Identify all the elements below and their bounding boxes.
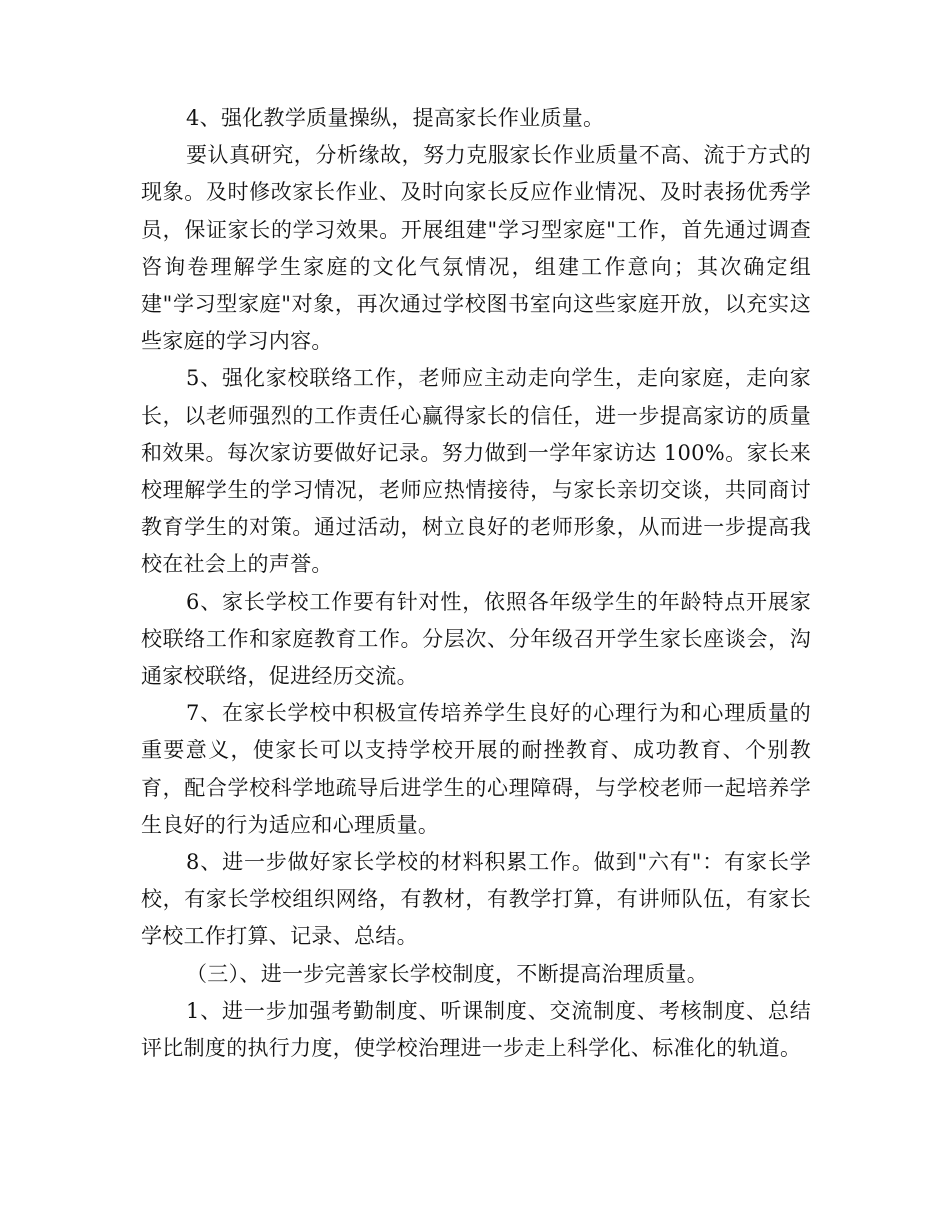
- paragraph-item-7: 7、在家长学校中积极宣传培养学生良好的心理行为和心理质量的重要意义，使家长可以支持学校开展的耐挫教育、成功教育、个别教育，配合学校科学地疏导后进学生的心理障碍，与学校老师一起培养学生良好的行为适应和心理质量。: [141, 701, 811, 837]
- document-body: [141, 100, 811, 1067]
- paragraph-item-6: 6、家长学校工作要有针对性，依照各年级学生的年龄特点开展家校联络工作和家庭教育工作。分层次、分年级召开学生家长座谈会，沟通家校联络，促进经历交流。: [141, 589, 811, 689]
- paragraph-item-1: 1、进一步加强考勤制度、听课制度、交流制度、考核制度、总结评比制度的执行力度，使学校治理进一步走上科学化、标准化的轨道。: [141, 998, 811, 1061]
- paragraph-item-5: 5、强化家校联络工作，老师应主动走向学生，走向家庭，走向家长，以老师强烈的工作责任心赢得家长的信任，进一步提高家访的质量和效果。每次家访要做好记录。努力做到一学年家访达 100%。家长来校理解学生的学习情况，老师应热情接待，与家长亲切交谈，共同商讨教育学生的对策。通过活动，树立良好的老师形象，从而进一步提高我校在社会上的声誉。: [141, 366, 811, 577]
- paragraph-item-8: 8、进一步做好家长学校的材料积累工作。做到"六有"：有家长学校，有家长学校组织网络，有教材，有教学打算，有讲师队伍，有家长学校工作打算、记录、总结。: [141, 850, 811, 949]
- section-heading-3: （三）、进一步完善家长学校制度，不断提高治理质量。: [186, 961, 708, 986]
- paragraph-study-homework: 要认真研究，分析缘故，努力克服家长作业质量不高、流于方式的现象。及时修改家长作业、及时向家长反应作业情况、及时表扬优秀学员，保证家长的学习效果。开展组建"学习型家庭"工作，首先通过调查咨询卷理解学生家庭的文化气氛情况，组建工作意向；其次确定组建"学习型家庭"对象，再次通过学校图书室向这些家庭开放，以充实这些家庭的学习内容。: [141, 143, 811, 354]
- paragraph-item-4: 4、强化教学质量操纵，提高家长作业质量。: [186, 106, 605, 130]
